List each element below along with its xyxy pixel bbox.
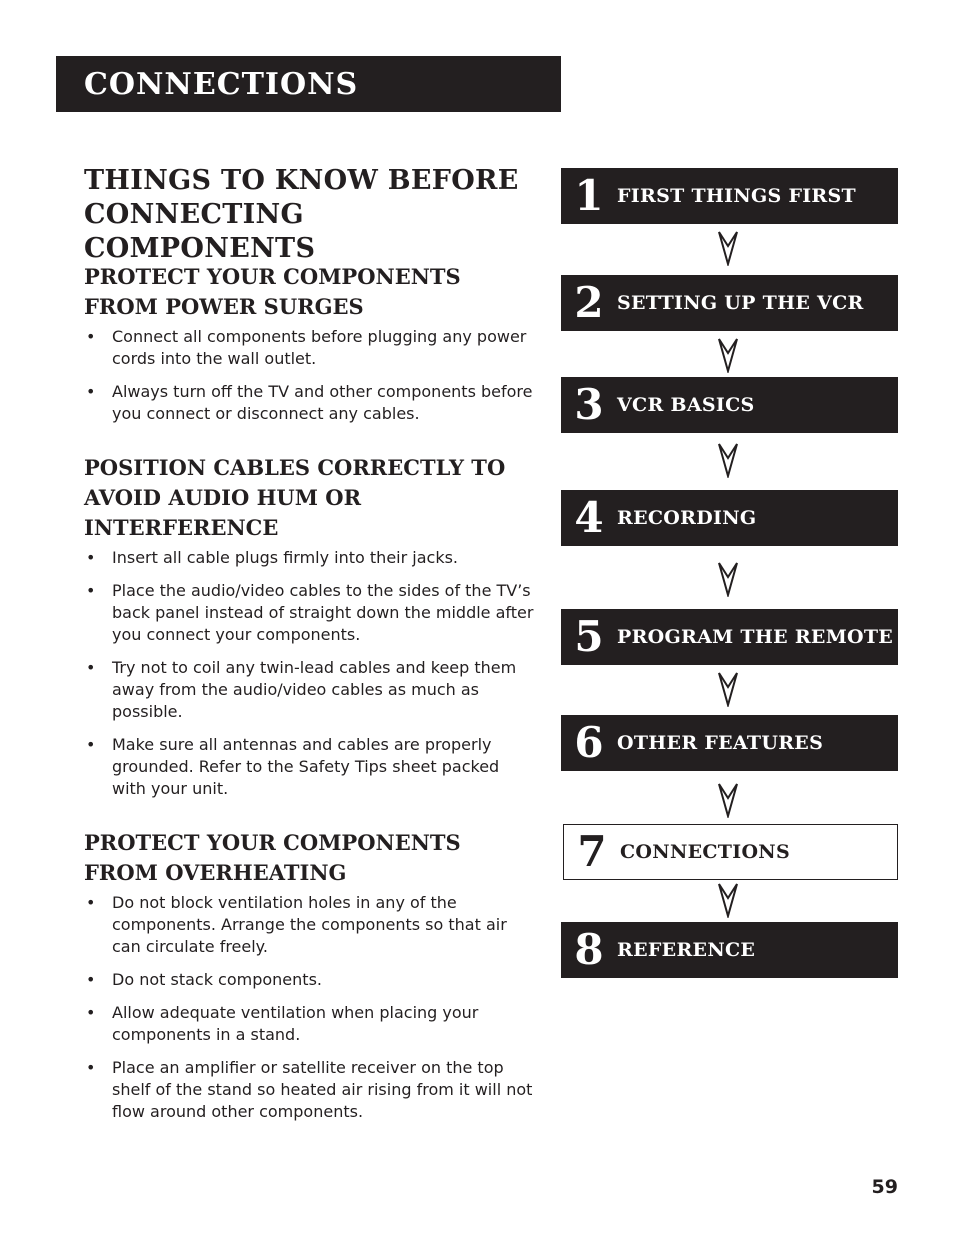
page-title: THINGS TO KNOW BEFORE CONNECTING COMPONENTS xyxy=(84,165,519,264)
section-heading: POSITION CABLES CORRECTLY TO AVOID AUDIO HUM OR INTERFERENCE xyxy=(84,455,506,540)
bullet-list xyxy=(84,892,534,1123)
step-label: CONNECTIONS xyxy=(620,841,790,863)
down-arrowhead-icon xyxy=(717,230,739,266)
step-setting-up-the-vcr[interactable] xyxy=(561,275,898,331)
step-number: 5 xyxy=(574,612,604,661)
section-cable-position xyxy=(84,453,534,811)
step-label: OTHER FEATURES xyxy=(617,732,824,754)
step-number: 1 xyxy=(574,171,604,220)
list-item: • Insert all cable plugs firmly into their jacks. xyxy=(86,548,459,567)
step-label: RECORDING xyxy=(617,507,757,529)
section-heading: PROTECT YOUR COMPONENTS FROM OVERHEATING xyxy=(84,830,461,885)
step-vcr-basics[interactable] xyxy=(561,377,898,433)
chapter-header-bar xyxy=(56,56,561,112)
step-label: PROGRAM THE REMOTE xyxy=(617,626,894,648)
chapter-title: CONNECTIONS xyxy=(84,66,359,102)
step-number: 7 xyxy=(577,827,607,876)
step-first-things-first[interactable] xyxy=(561,168,898,224)
bullet-list xyxy=(84,326,534,425)
step-connections-current[interactable] xyxy=(563,824,898,880)
down-arrowhead-icon xyxy=(717,671,739,707)
list-item: • Do not block ventilation holes in any of the components. Arrange the components so that air can circulate freely. xyxy=(86,893,507,956)
page-number: 59 xyxy=(871,1176,898,1198)
down-arrowhead-icon xyxy=(717,882,739,918)
step-number: 3 xyxy=(574,380,604,429)
step-label: SETTING UP THE VCR xyxy=(617,292,864,314)
section-overheating xyxy=(84,828,534,1134)
down-arrowhead-icon xyxy=(717,782,739,818)
down-arrowhead-icon xyxy=(717,561,739,597)
down-arrowhead-icon xyxy=(717,337,739,373)
step-program-the-remote[interactable] xyxy=(561,609,898,665)
list-item: • Place the audio/video cables to the sides of the TV’s back panel instead of straight down the middle after you connect your components. xyxy=(86,581,534,644)
step-other-features[interactable] xyxy=(561,715,898,771)
step-number: 4 xyxy=(574,493,604,542)
list-item: • Allow adequate ventilation when placing your components in a stand. xyxy=(86,1003,479,1044)
step-number: 2 xyxy=(574,278,604,327)
step-reference[interactable] xyxy=(561,922,898,978)
list-item: • Always turn off the TV and other components before you connect or disconnect any cables. xyxy=(86,382,533,423)
step-label: FIRST THINGS FIRST xyxy=(617,185,856,207)
section-heading: PROTECT YOUR COMPONENTS FROM POWER SURGES xyxy=(84,264,461,319)
list-item: • Make sure all antennas and cables are properly grounded. Refer to the Safety Tips sheet packed with your unit. xyxy=(86,735,500,798)
list-item: • Do not stack components. xyxy=(86,970,322,989)
step-number: 6 xyxy=(574,718,604,767)
list-item: • Place an amplifier or satellite receiver on the top shelf of the stand so heated air rising from it will not flow around other components. xyxy=(86,1058,533,1121)
list-item: • Connect all components before plugging any power cords into the wall outlet. xyxy=(86,327,527,368)
step-recording[interactable] xyxy=(561,490,898,546)
bullet-list xyxy=(84,547,534,800)
list-item: • Try not to coil any twin-lead cables and keep them away from the audio/video cables as much as possible. xyxy=(86,658,517,721)
step-label: VCR BASICS xyxy=(617,394,755,416)
down-arrowhead-icon xyxy=(717,442,739,478)
step-label: REFERENCE xyxy=(617,939,756,961)
section-power-surges xyxy=(84,262,534,436)
step-number: 8 xyxy=(574,925,604,974)
